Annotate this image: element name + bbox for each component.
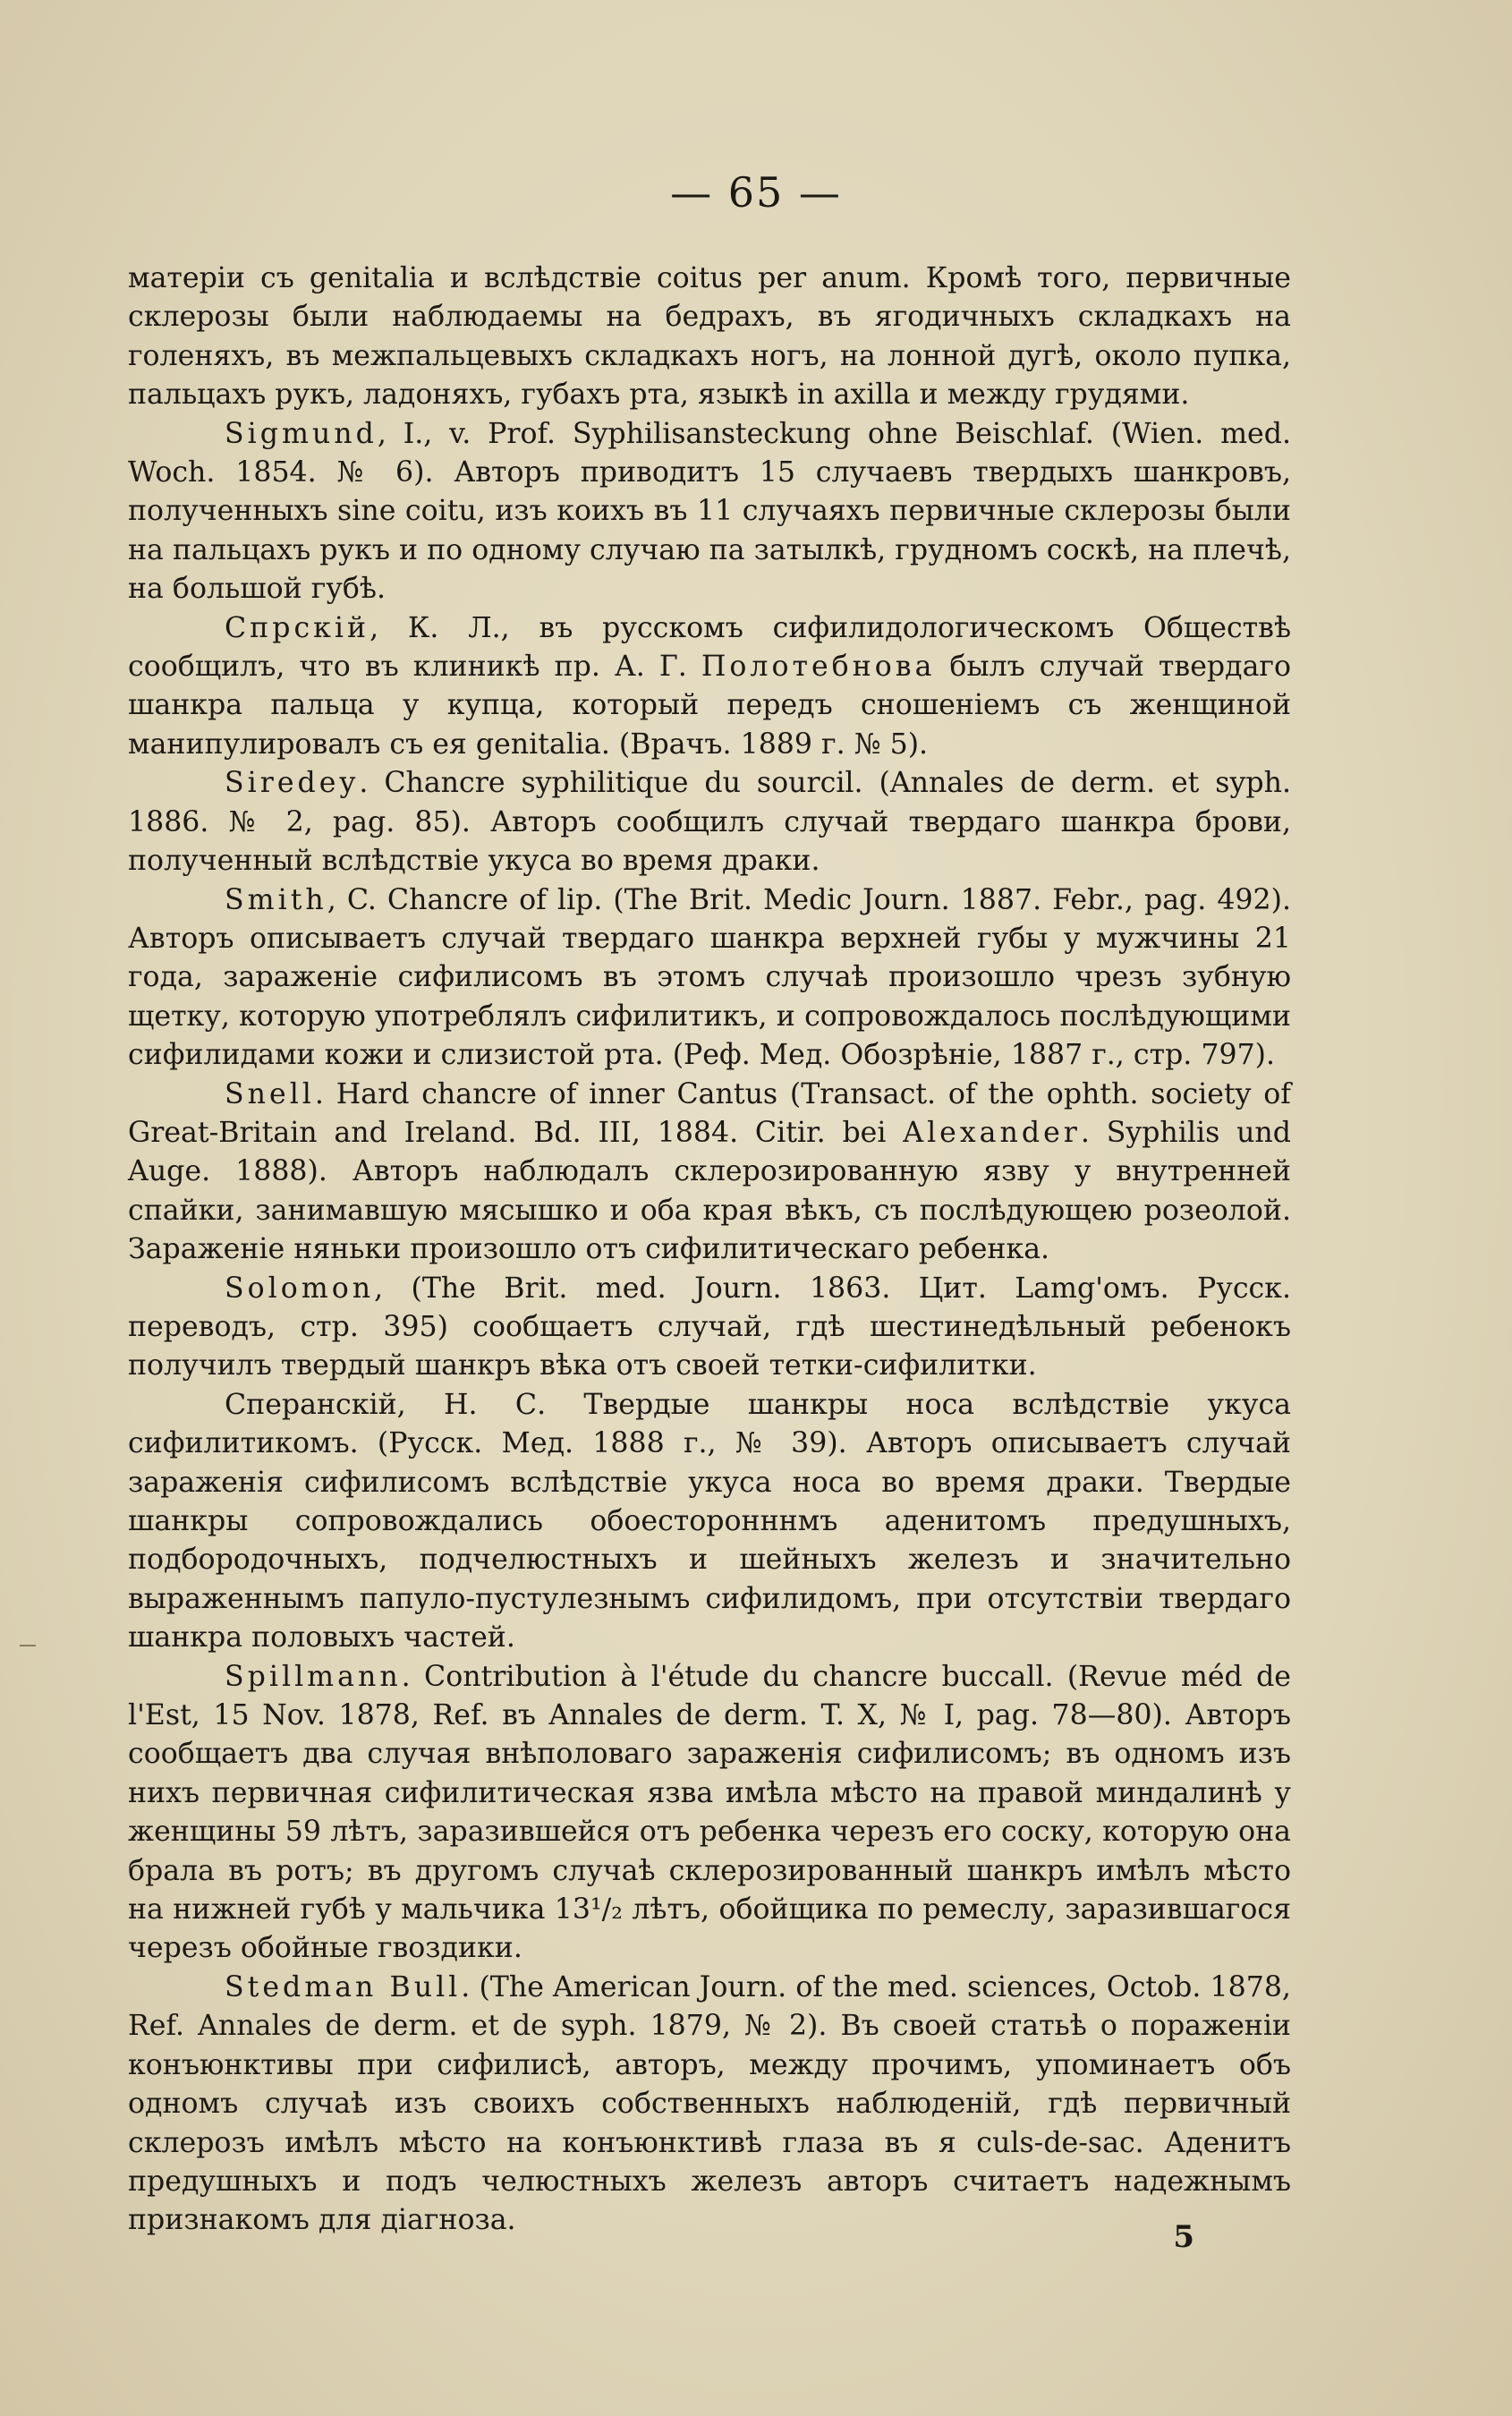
para-snell [128, 1076, 1291, 1270]
para-smith [128, 881, 1291, 1076]
author-name: Спрскій [225, 611, 370, 644]
paragraph-text: , C. Chancre of lip. (The Brit. Medic Journ. 1887. Febr., pag. 492). Авторъ описываетъ случай твердаго шанкра верхней губы у мужчины 21 года, зараженіе сифилисомъ въ этомъ случаѣ произошло чрезъ зубную щетку, которую употреблялъ сифилитикъ, и сопровождалось послѣдующими сифилидами кожи и слизистой рта. (Реф. Мед. Обозрѣніе, 1887 г., стр. 797). [128, 883, 1291, 1072]
author-name: Sigmund [225, 417, 378, 450]
para-intro [128, 259, 1291, 415]
paragraph-text: . Hard chancre of inner Cantus (Transact. of the ophth. society of Great-Britain and Ireland. Bd. III, 1884. Citir. bei [128, 1077, 1291, 1149]
page-body [128, 259, 1291, 2241]
para-sigmund [128, 415, 1291, 609]
paragraph-text: былъ случай твердаго шанкра пальца у купца, который передъ сношеніемъ съ женщиной манипулировалъ съ ея genitalia. (Врачъ. 1889 г. № 5). [128, 651, 1291, 761]
author-name: Spillmann [225, 1660, 402, 1693]
paragraph-text: . Syphilis und Auge. 1888). Авторъ наблюдалъ склерозированную язву у внутренней спайки, занимавшую мясышко и оба края вѣкъ, съ послѣдующею розеолой. Зараженіе няньки произошло отъ сифилитическаго ребенка. [128, 1116, 1291, 1266]
author-name: Siredey [225, 767, 360, 800]
margin-mark [20, 1645, 36, 1646]
paragraph-text: матеріи съ genitalia и вслѣдствіе coitus per anum. Кромѣ того, первичные склерозы были наблюдаемы на бедрахъ, въ ягодичныхъ складкахъ на голеняхъ, въ межпальцевыхъ складкахъ ногъ, на лонной дугѣ, около пупка, пальцахъ рукъ, ладоняхъ, губахъ рта, языкѣ in axilla и между грудями. [128, 262, 1291, 412]
author-name: Stedman Bull [225, 1970, 462, 2003]
paragraph-text: Сперанскій [225, 1388, 397, 1421]
author-name: Smith [225, 883, 327, 916]
para-sprskiy [128, 609, 1291, 765]
paragraph-text: . Chancre syphilitique du sourcil. (Annales de derm. et syph. 1886. № 2, pag. 85). Авторъ сообщилъ случай твердаго шанкра брови, полученный вслѣдствіе укуса во время драки. [128, 767, 1291, 878]
author-name: Snell [225, 1077, 315, 1110]
paragraph-text: , Н. С. Твердые шанкры носа вслѣдствіе укуса сифилитикомъ. (Русск. Мед. 1888 г., № 39). Авторъ описываетъ случай зараженія сифилисомъ вслѣдствіе укуса носа во время драки. Твердые шанкры сопровождались обоесторонннмъ аденитомъ предушныхъ, подбородочныхъ, подчелюстныхъ и шейныхъ железъ и значительно выраженнымъ папуло-пустулезнымъ сифилидомъ, при отсутствіи твердаго шанкра половыхъ частей. [128, 1388, 1291, 1655]
paragraph-text: , I., v. Prof. Syphilisansteckung ohne Beischlaf. (Wien. med. Woch. 1854. № 6). Авторъ приводитъ 15 случаевъ твердыхъ шанкровъ, полученныхъ sine coitu, изъ коихъ въ 11 случаяхъ первичные склерозы были на пальцахъ рукъ и по одному случаю па затылкѣ, грудномъ соскѣ, на плечѣ, на большой губѣ. [128, 417, 1291, 606]
page-number: — 65 — [670, 168, 842, 217]
author-name: Alexander [903, 1116, 1081, 1149]
paragraph-text: . (The American Journ. of the med. sciences, Octob. 1878, Ref. Annales de derm. et de syph. 1879, № 2). Въ своей статьѣ о пораженіи конъюнктивы при сифилисѣ, авторъ, между прочимъ, упоминаетъ объ одномъ случаѣ изъ своихъ собственныхъ наблюденій, гдѣ первичный склерозъ имѣлъ мѣсто на конъюнктивѣ глаза въ я culs-de-sac. Аденитъ предушныхъ и подъ челюстныхъ железъ авторъ считаетъ надежнымъ признакомъ для діагноза. [128, 1970, 1291, 2237]
para-speranskiy [128, 1386, 1291, 1658]
para-siredey [128, 764, 1291, 880]
paragraph-text: . Contribution à l'étude du chancre buccall. (Revue méd de l'Est, 15 Nov. 1878, Ref. въ Annales de derm. T. X, № I, pag. 78—80). Авторъ сообщаетъ два случая внѣполоваго зараженія сифилисомъ; въ одномъ изъ нихъ первичная сифилитическая язва имѣла мѣсто на правой миндалинѣ у женщины 59 лѣтъ, заразившейся отъ ребенка черезъ его соску, которую она брала въ ротъ; въ другомъ случаѣ склерозированный шанкръ имѣлъ мѣсто на нижней губѣ у мальчика 13¹/₂ лѣтъ, обойщика по ремеслу, заразившагося черезъ обойные гвоздики. [128, 1660, 1291, 1965]
author-name: Полотебнова [701, 651, 936, 684]
para-stedman-bull [128, 1969, 1291, 2241]
signature-mark: 5 [1173, 2219, 1194, 2255]
paragraph-text: , (The Brit. med. Journ. 1863. Цит. Lamg'омъ. Русск. переводъ, стр. 395) сообщаетъ случай, гдѣ шестинедѣльный ребенокъ получилъ твердый шанкръ вѣка отъ своей тетки-сифилитки. [128, 1272, 1291, 1382]
author-name: Solomon [225, 1272, 375, 1305]
paragraph-text: , К. Л., въ русскомъ сифилидологическомъ Обществѣ сообщилъ, что въ клиникѣ пр. А. Г. [128, 611, 1291, 684]
para-solomon [128, 1270, 1291, 1386]
para-spillmann [128, 1658, 1291, 1969]
